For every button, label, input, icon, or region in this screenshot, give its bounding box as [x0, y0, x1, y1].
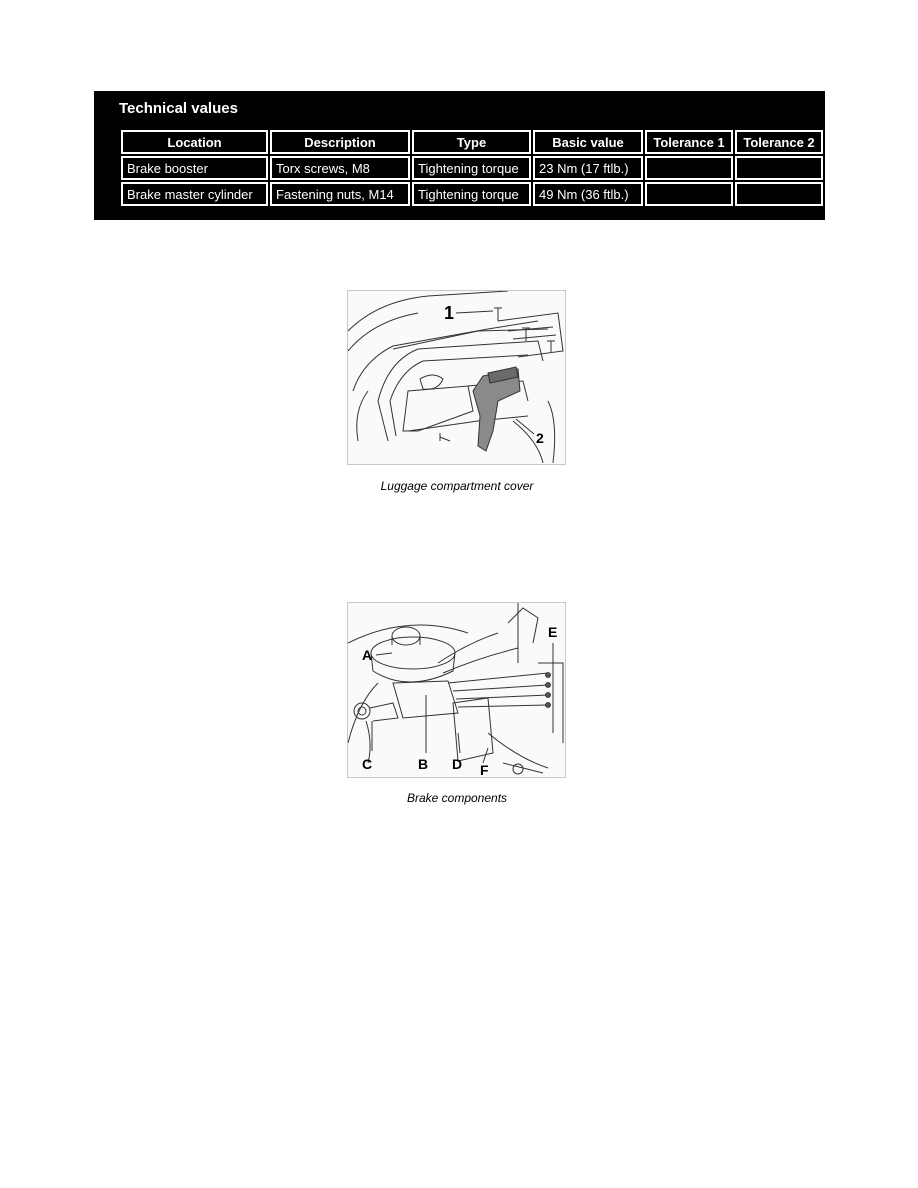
column-header-tolerance-2: Tolerance 2 — [735, 130, 823, 154]
table-cell-description: Torx screws, M8 — [270, 156, 410, 180]
figure1-label-2: 2 — [536, 430, 544, 446]
table-cell-location: Brake master cylinder — [121, 182, 268, 206]
table-cell-description: Fastening nuts, M14 — [270, 182, 410, 206]
technical-values-table — [119, 128, 825, 208]
column-header-basic-value: Basic value — [533, 130, 643, 154]
column-header-location: Location — [121, 130, 268, 154]
technical-values-title: Technical values — [119, 100, 238, 117]
table-cell-tolerance-1 — [645, 156, 733, 180]
table-cell-tolerance-2 — [735, 156, 823, 180]
figure2-label-c: C — [362, 756, 373, 772]
table-cell-location: Brake booster — [121, 156, 268, 180]
brake-components-illustration — [348, 603, 565, 777]
table-cell-basic-value: 49 Nm (36 ftlb.) — [533, 182, 643, 206]
table-cell-type: Tightening torque — [412, 182, 531, 206]
table-row — [121, 156, 823, 180]
figure1-caption: Luggage compartment cover — [380, 479, 534, 493]
figure1-label-1: 1 — [444, 303, 455, 323]
table-cell-tolerance-1 — [645, 182, 733, 206]
column-header-type: Type — [412, 130, 531, 154]
technical-values-box — [94, 91, 825, 220]
luggage-compartment-illustration — [348, 291, 565, 464]
table-cell-type: Tightening torque — [412, 156, 531, 180]
figure2-caption: Brake components — [406, 791, 508, 805]
column-header-description: Description — [270, 130, 410, 154]
figure2-label-e: E — [548, 624, 558, 640]
column-header-tolerance-1: Tolerance 1 — [645, 130, 733, 154]
table-cell-tolerance-2 — [735, 182, 823, 206]
figure2-label-f: F — [480, 762, 489, 777]
table-row — [121, 182, 823, 206]
figure2-label-a: A — [362, 647, 373, 663]
figure2-label-d: D — [452, 756, 463, 772]
luggage-compartment-figure — [347, 290, 566, 465]
figure2-label-b: B — [418, 756, 429, 772]
brake-components-figure — [347, 602, 566, 778]
table-header-row — [121, 130, 823, 154]
table-cell-basic-value: 23 Nm (17 ftlb.) — [533, 156, 643, 180]
